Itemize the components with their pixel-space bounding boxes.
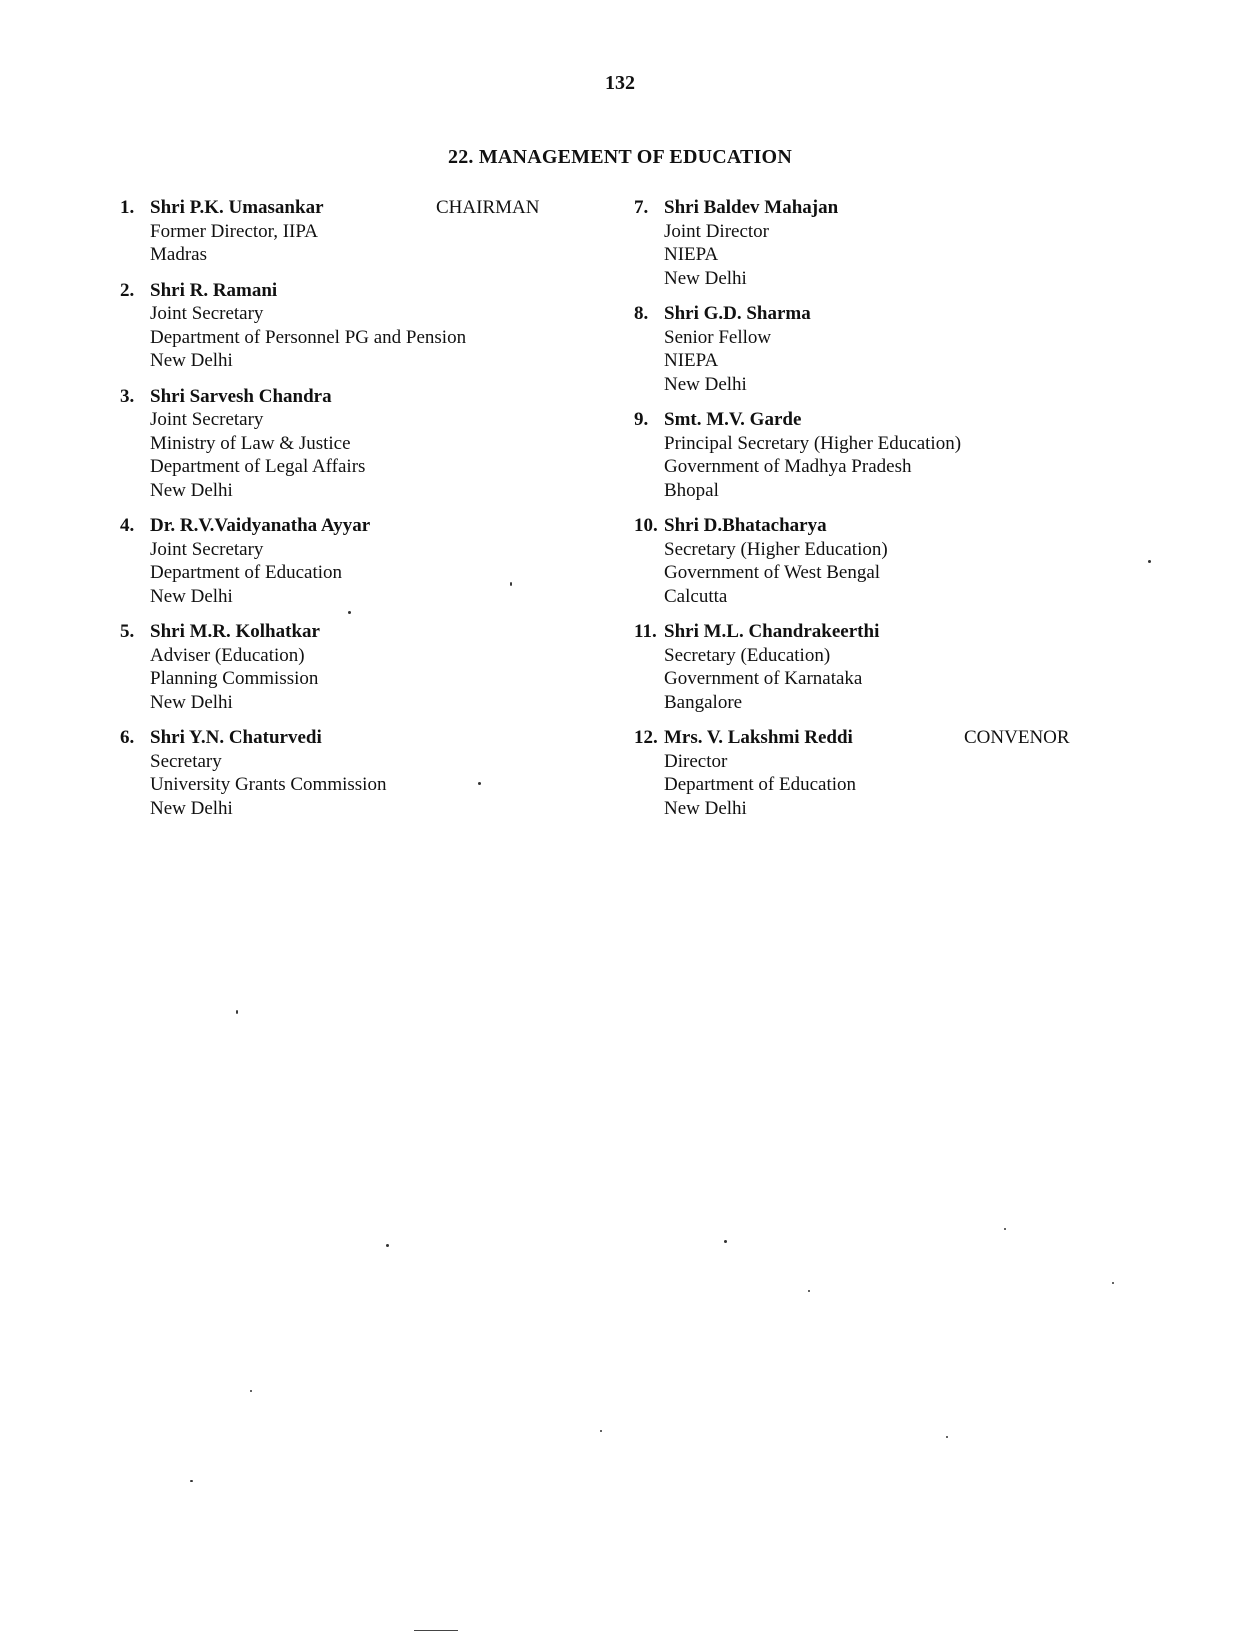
member-entry — [634, 408, 1194, 502]
scan-speck — [808, 1290, 810, 1292]
member-name: Smt. M.V. Garde — [664, 409, 802, 430]
member-designation: Joint Secretary — [150, 538, 264, 560]
scan-speck — [1004, 1228, 1006, 1230]
member-number: 3. — [120, 385, 135, 407]
member-entry — [634, 514, 1194, 608]
member-location: New Delhi — [150, 350, 233, 371]
member-location: Madras — [150, 244, 207, 265]
member-department: Department of Personnel PG and Pension — [150, 326, 467, 348]
member-entry — [120, 279, 600, 373]
scan-speck — [190, 1480, 193, 1482]
member-location: New Delhi — [150, 691, 233, 713]
member-location: New Delhi — [150, 479, 233, 501]
scan-speck — [250, 1390, 252, 1392]
member-name: Shri R. Ramani — [150, 279, 278, 301]
member-designation: Director — [664, 750, 728, 772]
member-organisation: Government of West Bengal — [664, 562, 881, 583]
member-number: 4. — [120, 515, 135, 536]
member-location: New Delhi — [664, 267, 747, 289]
member-location: New Delhi — [150, 797, 233, 819]
member-name: Shri M.R. Kolhatkar — [150, 621, 320, 642]
member-number: 1. — [120, 197, 135, 218]
member-location: New Delhi — [150, 585, 233, 607]
member-entry — [634, 620, 1194, 714]
member-name: Shri Y.N. Chaturvedi — [150, 727, 322, 748]
scan-speck — [348, 611, 351, 614]
member-designation: Secretary (Higher Education) — [664, 538, 888, 560]
scan-speck — [510, 582, 512, 586]
member-designation: Former Director, IIPA — [150, 220, 318, 242]
member-role: CHAIRMAN — [436, 197, 540, 218]
member-location: New Delhi — [664, 797, 747, 819]
member-designation: Joint Secretary — [150, 409, 264, 430]
member-entry — [120, 385, 600, 503]
member-designation: Joint Director — [664, 220, 770, 242]
member-department: University Grants Commission — [150, 774, 387, 795]
member-location: Bangalore — [664, 691, 743, 713]
scan-speck — [724, 1240, 727, 1243]
scan-speck — [1148, 560, 1151, 563]
bottom-rule — [414, 1630, 458, 1631]
member-organisation: Government of Madhya Pradesh — [664, 456, 912, 477]
member-location: Calcutta — [664, 585, 728, 607]
member-number: 2. — [120, 279, 135, 301]
member-department: Department of Education — [150, 562, 343, 583]
member-name: Shri G.D. Sharma — [664, 303, 811, 324]
scan-speck — [600, 1430, 602, 1432]
member-role: CONVENOR — [964, 727, 1070, 748]
member-name: Shri Baldev Mahajan — [664, 197, 839, 218]
member-entry — [120, 620, 600, 714]
member-designation: Secretary (Education) — [664, 644, 831, 666]
member-department: Department of Legal Affairs — [150, 456, 366, 477]
scan-speck — [946, 1436, 948, 1438]
member-entry — [120, 726, 600, 820]
member-entry — [634, 196, 1194, 290]
member-list-right — [634, 196, 1194, 832]
member-number: 5. — [120, 621, 135, 642]
scan-speck — [236, 1010, 238, 1014]
member-number: 8. — [634, 303, 649, 324]
member-number: 6. — [120, 727, 135, 748]
member-organisation: NIEPA — [664, 244, 719, 265]
page-number: 132 — [605, 72, 635, 94]
member-entry — [120, 196, 600, 267]
section-title: 22. MANAGEMENT OF EDUCATION — [448, 146, 792, 168]
member-name: Shri D.Bhatacharya — [664, 515, 827, 536]
member-ministry: Ministry of Law & Justice — [150, 432, 351, 454]
member-organisation: Government of Karnataka — [664, 668, 863, 689]
member-name: Shri Sarvesh Chandra — [150, 385, 332, 407]
member-list-left — [120, 196, 600, 832]
member-number: 12. — [634, 727, 658, 748]
member-name: Shri M.L. Chandrakeerthi — [664, 621, 880, 642]
member-designation: Principal Secretary (Higher Education) — [664, 432, 962, 454]
member-name: Dr. R.V.Vaidyanatha Ayyar — [150, 515, 371, 536]
member-designation: Joint Secretary — [150, 303, 264, 324]
member-number: 11. — [634, 621, 657, 642]
member-number: 7. — [634, 197, 649, 218]
member-location: New Delhi — [664, 373, 747, 395]
member-number: 10. — [634, 515, 658, 536]
member-entry — [634, 726, 1194, 820]
member-organisation: NIEPA — [664, 350, 719, 371]
member-designation: Adviser (Education) — [150, 644, 305, 666]
scan-speck — [1112, 1282, 1114, 1284]
member-designation: Secretary — [150, 750, 222, 772]
member-number: 9. — [634, 409, 649, 430]
member-designation: Senior Fellow — [664, 326, 772, 348]
member-name: Mrs. V. Lakshmi Reddi — [664, 727, 853, 748]
member-department: Department of Education — [664, 774, 857, 795]
member-location: Bhopal — [664, 479, 719, 501]
member-name: Shri P.K. Umasankar — [150, 197, 324, 218]
member-department: Planning Commission — [150, 668, 319, 689]
member-entry — [634, 302, 1194, 396]
member-entry — [120, 514, 600, 608]
scan-speck — [478, 782, 481, 785]
scan-speck — [386, 1244, 389, 1247]
